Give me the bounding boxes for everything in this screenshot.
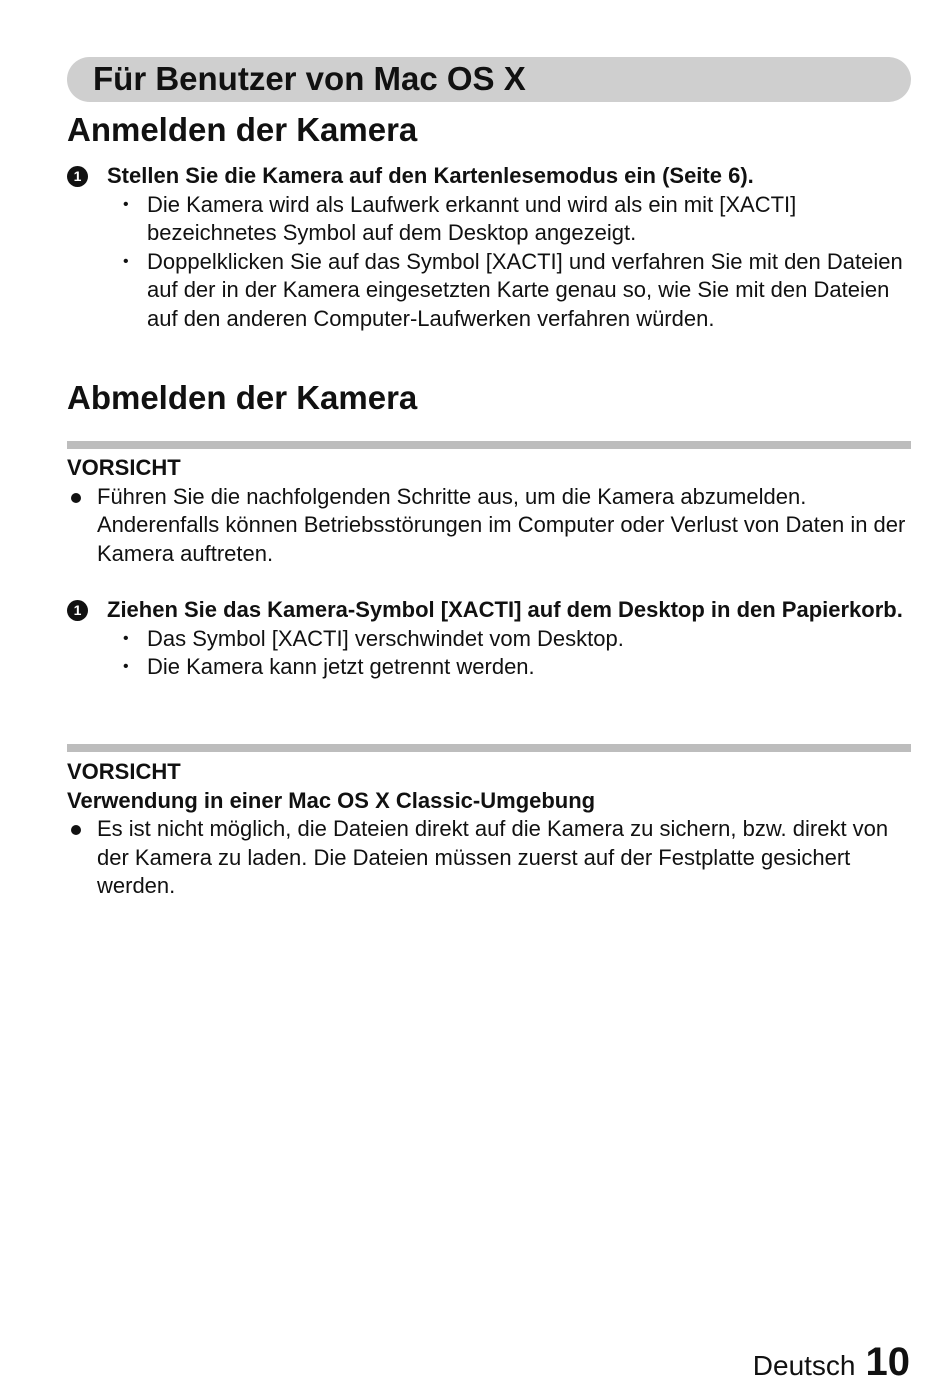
divider <box>67 744 911 752</box>
step-abmelden <box>67 596 917 682</box>
caution-box-logout <box>67 454 917 568</box>
list-item: • Die Kamera kann jetzt getrennt werden. <box>147 653 917 682</box>
banner-title: Für Benutzer von Mac OS X <box>93 60 526 97</box>
step-anmelden <box>67 162 917 333</box>
divider <box>67 441 911 449</box>
page-number: 10 <box>865 1340 910 1384</box>
caution-list <box>67 483 917 569</box>
step-bullet-list <box>67 191 917 334</box>
caution-label: VORSICHT <box>67 455 181 480</box>
step-instruction: Ziehen Sie das Kamera-Symbol [XACTI] auf dem Desktop in den Papierkorb. <box>107 597 903 622</box>
list-item: Führen Sie die nachfolgenden Schritte aus, um die Kamera abzumelden. Anderenfalls können Betriebsstörungen im Computer oder Verlust von Daten in der Kamera auftreten. <box>97 483 917 569</box>
step-bullet-list <box>67 625 917 682</box>
heading-abmelden: Abmelden der Kamera <box>67 379 418 416</box>
caution-box-classic <box>67 758 917 901</box>
section-banner <box>67 57 911 102</box>
list-item: Es ist nicht möglich, die Dateien direkt auf die Kamera zu sichern, bzw. direkt von der Kamera zu laden. Die Dateien müssen zuerst auf der Festplatte gesichert werden. <box>97 815 917 901</box>
caution-subtitle: Verwendung in einer Mac OS X Classic-Umgebung <box>67 787 596 813</box>
list-item: • Das Symbol [XACTI] verschwindet vom Desktop. <box>147 625 917 654</box>
footer-language: Deutsch <box>752 1350 856 1381</box>
caution-label: VORSICHT <box>67 759 181 784</box>
step-instruction: Stellen Sie die Kamera auf den Kartenlesemodus ein (Seite 6). <box>107 163 754 188</box>
page-footer <box>753 1340 910 1385</box>
step-number-badge: 1 <box>67 166 88 187</box>
heading-anmelden: Anmelden der Kamera <box>67 111 418 148</box>
list-item: • Die Kamera wird als Laufwerk erkannt und wird als ein mit [XACTI] bezeichnetes Symbol auf dem Desktop angezeigt. <box>147 191 917 248</box>
step-number-badge: 1 <box>67 600 88 621</box>
caution-list <box>67 815 917 901</box>
list-item: • Doppelklicken Sie auf das Symbol [XACTI] und verfahren Sie mit den Dateien auf der in der Kamera eingesetzten Karte genau so, wie Sie mit den Dateien auf den anderen Computer-Laufwerken verfahren würden. <box>147 248 917 334</box>
